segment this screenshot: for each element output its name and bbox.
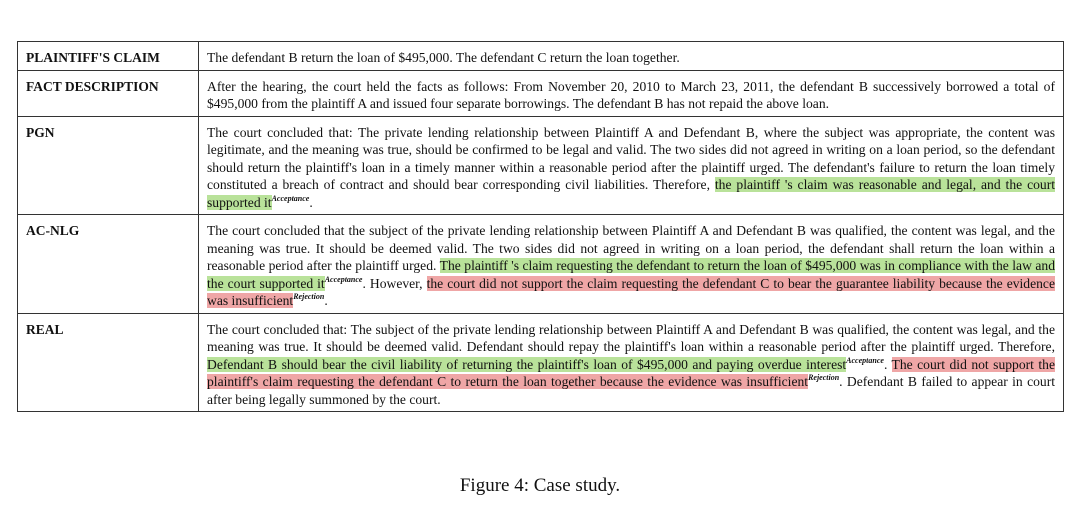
row-label-real: REAL bbox=[18, 313, 199, 412]
real-acceptance-highlight: Defendant B should bear the civil liability of returning the plaintiff's loan of $495,000 and paying overdue interest bbox=[207, 356, 847, 372]
acnlg-text-part-3: . bbox=[324, 293, 328, 308]
row-label-fact-description: FACT DESCRIPTION bbox=[18, 70, 199, 116]
row-label-ac-nlg: AC-NLG bbox=[18, 215, 199, 314]
pgn-text-part-2: . bbox=[309, 194, 313, 210]
row-content-fact-description bbox=[199, 70, 1064, 116]
acnlg-text-part-2: . However, bbox=[362, 275, 427, 291]
pgn-text-part-1: The court concluded that: The private lending relationship between Plaintiff A and Defendant B, where the subject was appropriate, the content was legitimate, and the meaning was true, should be confirmed to be legal and valid. The two sides did not agreed in writing on a loan period, so the defendant should return the plaintiff's loan in a timely manner within a reasonable period after the plaintiff urged. The defendant's failure to return the loan timely constituted a breach of contract and should bear corresponding civil liabilities. Therefore, bbox=[207, 124, 1055, 192]
table-row bbox=[18, 313, 1064, 412]
acnlg-rejection-tag: Rejection bbox=[293, 292, 325, 301]
pgn-acceptance-tag: Acceptance bbox=[271, 193, 310, 203]
fact-text: After the hearing, the court held the facts as follows: From November 20, 2010 to March 23, 2011, the defendant B successively borrowed a total of $495,000 from the plaintiff A and issued four separate borrowings. The defendant B has not repaid the above loan. bbox=[207, 78, 1055, 111]
table-row bbox=[18, 42, 1064, 71]
table-row bbox=[18, 116, 1064, 215]
real-text-part-3: . Defendant B failed to appear in court after being legally summoned by the court. bbox=[207, 374, 1055, 407]
figure-caption: Figure 4: Case study. bbox=[459, 475, 621, 496]
acnlg-acceptance-highlight: The plaintiff 's claim requesting the defendant to return the loan of $495,000 was in compliance with the law and the court supported it bbox=[207, 258, 1055, 291]
row-content-ac-nlg bbox=[199, 215, 1064, 314]
real-text-part-2: . bbox=[883, 356, 892, 372]
row-label-pgn: PGN bbox=[18, 116, 199, 215]
acnlg-text-part-1: The court concluded that the subject of the private lending relationship between Plaintiff A and Defendant B was qualified, the content was legal, and the meaning was true. It should be deemed valid. The two sides did not agreed in writing on a loan period, the defendant shall return the loan within a reasonable period after the plaintiff urged. bbox=[207, 223, 1055, 273]
acnlg-rejection-highlight: the court did not support the claim requesting the defendant C to bear the guarantee liability because the evidence was insufficient bbox=[207, 275, 1056, 308]
case-study-table bbox=[17, 41, 1064, 412]
pgn-acceptance-highlight: the plaintiff 's claim was reasonable and legal, and the court supported it bbox=[207, 177, 1055, 210]
row-content-real bbox=[199, 313, 1064, 412]
row-label-plaintiffs-claim: PLAINTIFF'S CLAIM bbox=[18, 42, 199, 71]
table-row bbox=[18, 215, 1064, 314]
real-rejection-tag: Rejection bbox=[808, 373, 840, 382]
acnlg-acceptance-tag: Acceptance bbox=[324, 274, 363, 284]
claim-text: The defendant B return the loan of $495,000. The defendant C return the loan together. bbox=[207, 50, 680, 65]
real-acceptance-tag: Acceptance bbox=[846, 355, 884, 365]
row-content-plaintiffs-claim bbox=[199, 42, 1064, 71]
real-text-part-1: The court concluded that: The subject of the private lending relationship between Plaintiff A and Defendant B was qualified, the content was legal, and the meaning was true. It should be deemed valid. Defendant should repay the plaintiff's loan within a reasonable period after the plaintiff urged. Therefore, bbox=[207, 321, 1055, 354]
table-row bbox=[18, 70, 1064, 116]
row-content-pgn bbox=[199, 116, 1064, 215]
real-rejection-highlight: The court did not support the plaintiff's claim requesting the defendant C to return the loan together because the evidence was insufficient bbox=[207, 356, 1055, 389]
